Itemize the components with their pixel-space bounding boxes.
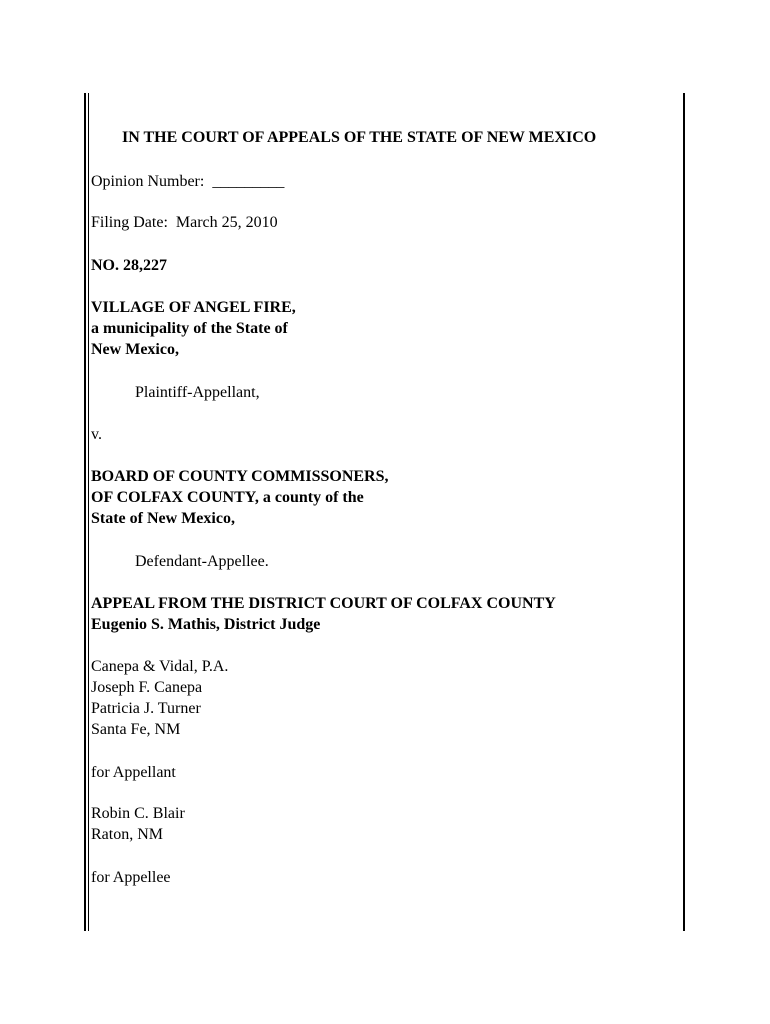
appellant-location: Santa Fe, NM bbox=[91, 721, 181, 738]
filing-date: Filing Date: March 25, 2010 bbox=[91, 214, 278, 231]
appellant-attorney-2: Patricia J. Turner bbox=[91, 700, 201, 717]
plaintiff-role: Plaintiff-Appellant, bbox=[135, 384, 260, 401]
versus: v. bbox=[91, 426, 102, 443]
defendant-description: OF COLFAX COUNTY, a county of the bbox=[91, 489, 364, 506]
plaintiff-description-cont: New Mexico, bbox=[91, 341, 179, 358]
defendant-description-cont: State of New Mexico, bbox=[91, 510, 235, 527]
appellee-attorney: Robin C. Blair bbox=[91, 805, 185, 822]
court-title: IN THE COURT OF APPEALS OF THE STATE OF NEW MEXICO bbox=[122, 129, 597, 146]
left-margin-rule bbox=[84, 93, 86, 931]
left-margin-rule-inner bbox=[88, 93, 89, 931]
appellee-for-label: for Appellee bbox=[91, 869, 171, 886]
plaintiff-name: VILLAGE OF ANGEL FIRE, bbox=[91, 299, 296, 316]
opinion-number: Opinion Number: _________ bbox=[91, 173, 285, 190]
plaintiff-description: a municipality of the State of bbox=[91, 320, 288, 337]
right-margin-rule bbox=[683, 93, 685, 931]
appellant-attorney-1: Joseph F. Canepa bbox=[91, 679, 203, 696]
defendant-name: BOARD OF COUNTY COMMISSONERS, bbox=[91, 468, 389, 485]
district-judge: Eugenio S. Mathis, District Judge bbox=[91, 616, 321, 633]
appellee-location: Raton, NM bbox=[91, 826, 163, 843]
case-number: NO. 28,227 bbox=[91, 257, 167, 274]
defendant-role: Defendant-Appellee. bbox=[135, 553, 269, 570]
appellant-for-label: for Appellant bbox=[91, 764, 176, 781]
appellant-firm: Canepa & Vidal, P.A. bbox=[91, 658, 229, 675]
appeal-heading: APPEAL FROM THE DISTRICT COURT OF COLFAX COUNTY bbox=[91, 595, 556, 612]
